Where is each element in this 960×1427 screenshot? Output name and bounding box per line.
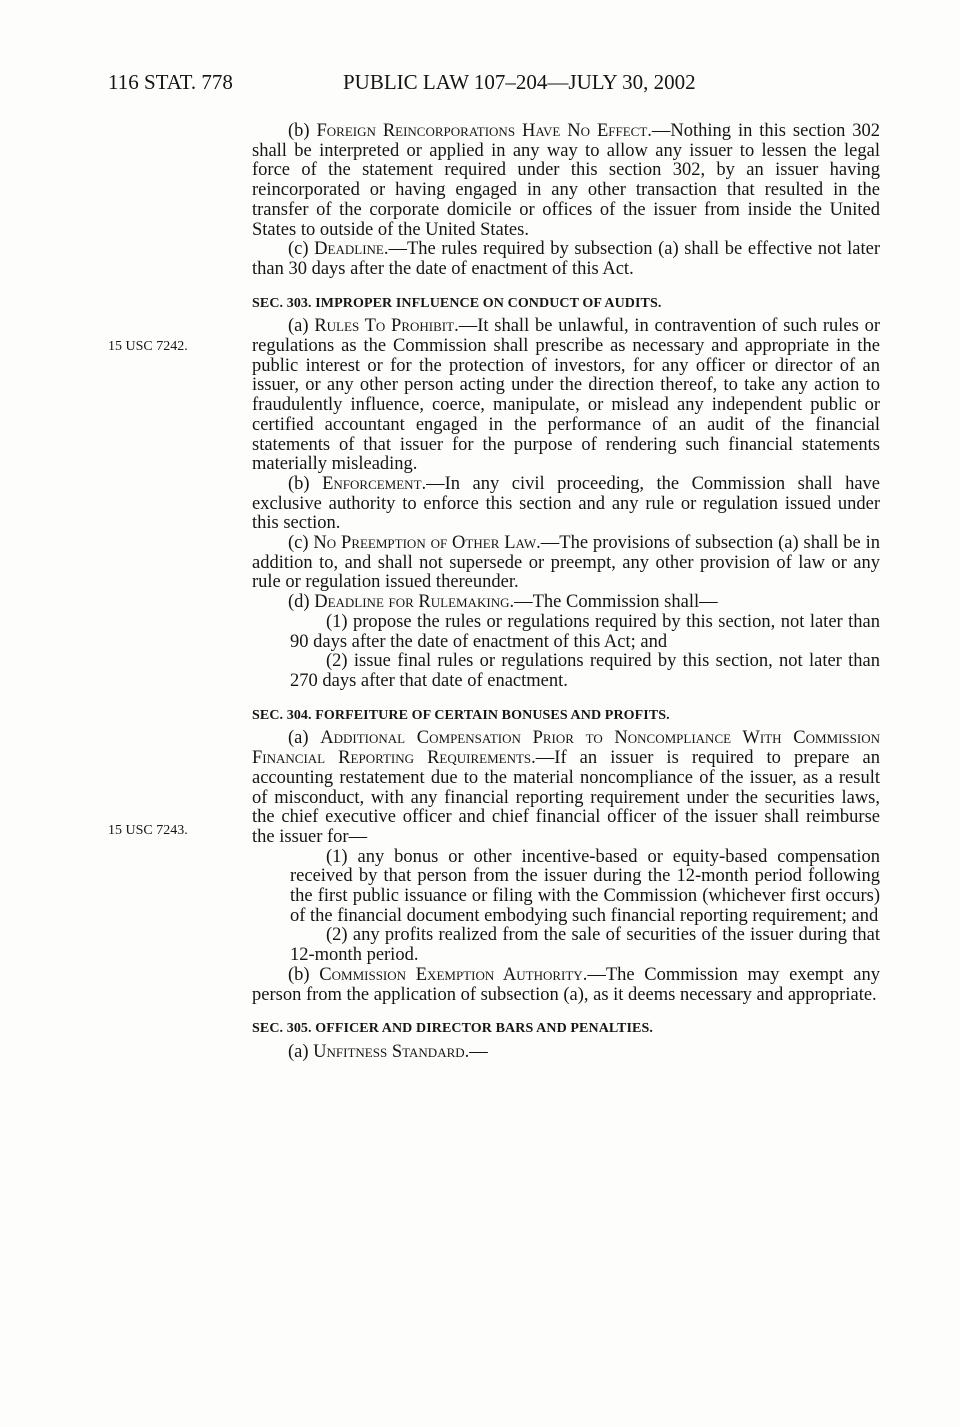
public-law-citation: PUBLIC LAW 107–204—JULY 30, 2002 bbox=[343, 70, 696, 94]
section-305-heading: SEC. 305. OFFICER AND DIRECTOR BARS AND PENALTIES. bbox=[252, 1021, 653, 1037]
subsection-303-a: (a) Rules To Prohibit.—It shall be unlawful, in contravention of such rules or regulations as the Commission shall prescribe as necessary and appropriate in the public interest or for the protection of investors, for any officer or director of an issuer, or any other person acting under the direction thereof, to take any action to fraudulently influence, coerce, manipulate, or mislead any independent public or certified accountant engaged in the performance of an audit of the financial statements of that issuer for the purpose of rendering such financial statements materially misleading. bbox=[252, 316, 881, 475]
section-304-heading: SEC. 304. FORFEITURE OF CERTAIN BONUSES AND PROFITS. bbox=[252, 707, 670, 723]
subsection-303-c: (c) No Preemption of Other Law.—The provisions of subsection (a) shall be in addition to, and shall not supersede or preempt, any other provision of law or any rule or regulation issued thereunder. bbox=[252, 533, 881, 593]
subsection-302-c: (c) Deadline.—The rules required by subsection (a) shall be effective not later than 30 days after the date of enactment of this Act. bbox=[252, 239, 880, 279]
margin-note-usc-7242: 15 USC 7242. bbox=[108, 339, 188, 354]
stat-page-number: 116 STAT. 778 bbox=[108, 70, 233, 94]
subsection-304-a: (a) Additional Compensation Prior to Noncompliance With Commission Financial Reporting Requirements.—If an issuer is required to prepare an accounting restatement due to the material noncompliance of the issuer, as a result of misconduct, with any financial reporting requirement under the securities laws, the chief executive officer and chief financial officer of the issuer shall reimburse the issuer for— bbox=[252, 728, 880, 847]
paragraph-303-d-1: (1) propose the rules or regulations required by this section, not later than 90 days after the date of enactment of this Act; and bbox=[290, 611, 880, 652]
paragraph-304-a-1: (1) any bonus or other incentive-based or equity-based compensation received by that person from the issuer during the 12-month period following the first public issuance or filing with the Commission (whichever first occurs) of the financial document embodying such financial reporting requirement; and bbox=[290, 846, 880, 926]
section-303-heading: SEC. 303. IMPROPER INFLUENCE ON CONDUCT OF AUDITS. bbox=[252, 295, 662, 311]
subsection-heading: Deadline. bbox=[314, 239, 389, 260]
subsection-heading: Enforcement. bbox=[322, 473, 427, 494]
subsection-heading: Foreign Reincorporations Have No Effect. bbox=[316, 121, 652, 141]
subsection-heading: Unfitness Standard. bbox=[313, 1041, 470, 1062]
subsection-304-b: (b) Commission Exemption Authority.—The Commission may exempt any person from the application of subsection (a), as it deems necessary and appropriate. bbox=[252, 964, 881, 1005]
page-header bbox=[108, 70, 888, 106]
statute-body bbox=[252, 122, 880, 1063]
subsection-heading: Deadline for Rulemaking. bbox=[314, 592, 515, 613]
subsection-302-b: (b) Foreign Reincorporations Have No Effect.—Nothing in this section 302 shall be interpreted or applied in any way to allow any issuer to lessen the legal force of the statement required under this section 302, by an issuer having reincorporated or having engaged in any other transaction that resulted in the transfer of the corporate domicile or offices of the issuer from inside the United States to outside of the United States. bbox=[252, 121, 880, 240]
paragraph-303-d-2: (2) issue final rules or regulations required by this section, not later than 270 days after that date of enactment. bbox=[290, 651, 880, 691]
subsection-303-d: (d) Deadline for Rulemaking.—The Commission shall— bbox=[288, 592, 718, 613]
subsection-303-b: (b) Enforcement.—In any civil proceeding, the Commission shall have exclusive authority to enforce this section and any rule or regulation issued under this section. bbox=[252, 473, 881, 534]
subsection-heading: Rules To Prohibit. bbox=[314, 316, 459, 337]
subsection-305-a: (a) Unfitness Standard.— bbox=[288, 1041, 488, 1062]
subsection-heading: No Preemption of Other Law. bbox=[313, 533, 541, 554]
paragraph-304-a-2: (2) any profits realized from the sale of securities of the issuer during that 12-month period. bbox=[290, 925, 880, 966]
margin-note-usc-7243: 15 USC 7243. bbox=[108, 823, 188, 838]
subsection-heading: Commission Exemption Authority. bbox=[319, 964, 588, 985]
subsection-heading: Additional Compensation Prior to Noncompliance With Commission Financial Reporting Requirements. bbox=[252, 728, 880, 769]
